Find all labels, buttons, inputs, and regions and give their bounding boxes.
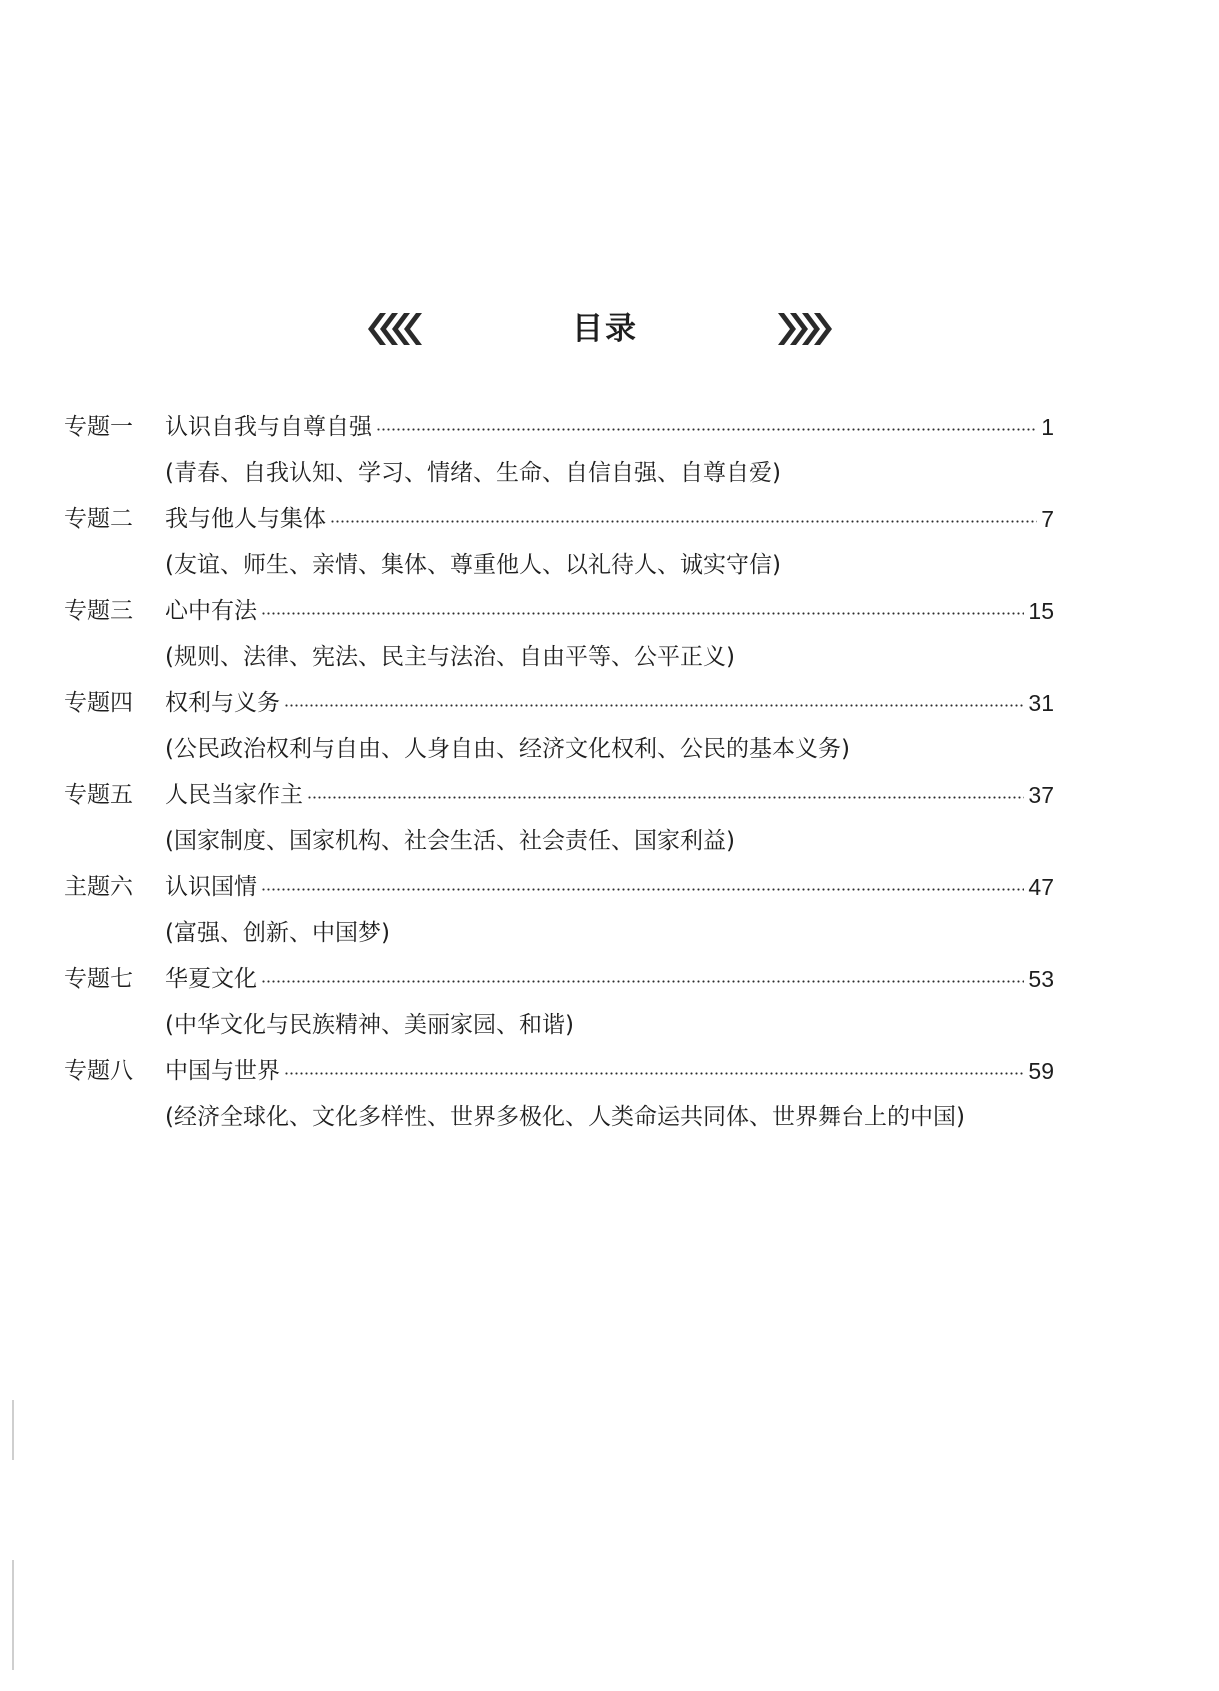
entry-subject[interactable]: 心中有法 xyxy=(165,598,257,624)
entry-subject[interactable]: 华夏文化 xyxy=(165,966,257,992)
double-chevron-right-icon xyxy=(778,309,834,349)
entry-subject[interactable]: 我与他人与集体 xyxy=(165,506,326,532)
entry-subject[interactable]: 权利与义务 xyxy=(165,690,280,716)
toc-entry[interactable] xyxy=(64,864,1054,956)
dot-leader xyxy=(284,1072,1024,1075)
entry-subject[interactable]: 中国与世界 xyxy=(165,1058,280,1084)
dot-leader xyxy=(307,796,1024,799)
entry-subject[interactable]: 认识自我与自尊自强 xyxy=(165,414,372,440)
toc-entry[interactable] xyxy=(64,496,1054,588)
entry-topics: (中华文化与民族精神、美丽家园、和谐) xyxy=(165,1012,574,1038)
dot-leader xyxy=(261,612,1024,615)
dot-leader xyxy=(376,428,1037,431)
entry-topics: (国家制度、国家机构、社会生活、社会责任、国家利益) xyxy=(165,828,735,854)
entry-label: 主题六 xyxy=(64,874,133,900)
dot-leader xyxy=(330,520,1037,523)
entry-page-number[interactable]: 1 xyxy=(1041,414,1054,440)
entry-topics: (规则、法律、宪法、民主与法治、自由平等、公平正义) xyxy=(165,644,735,670)
toc-entry[interactable] xyxy=(64,680,1054,772)
toc-entry[interactable] xyxy=(64,404,1054,496)
entry-page-number[interactable]: 31 xyxy=(1028,690,1054,716)
entry-page-number[interactable]: 15 xyxy=(1028,598,1054,624)
entry-label: 专题二 xyxy=(64,506,133,532)
entry-topics: (友谊、师生、亲情、集体、尊重他人、以礼待人、诚实守信) xyxy=(165,552,781,578)
toc-entry[interactable] xyxy=(64,1048,1054,1140)
entry-page-number[interactable]: 59 xyxy=(1028,1058,1054,1084)
entry-topics: (公民政治权利与自由、人身自由、经济文化权利、公民的基本义务) xyxy=(165,736,850,762)
entry-topics: (经济全球化、文化多样性、世界多极化、人类命运共同体、世界舞台上的中国) xyxy=(165,1104,965,1130)
page-title: 目录 xyxy=(572,311,638,347)
toc-entry[interactable] xyxy=(64,772,1054,864)
entry-page-number[interactable]: 37 xyxy=(1028,782,1054,808)
dot-leader xyxy=(284,704,1024,707)
dot-leader xyxy=(261,980,1024,983)
entry-label: 专题一 xyxy=(64,414,133,440)
toc-list xyxy=(64,404,1054,1140)
scan-edge-mark xyxy=(12,1560,14,1670)
entry-label: 专题三 xyxy=(64,598,133,624)
entry-label: 专题八 xyxy=(64,1058,133,1084)
entry-topics: (青春、自我认知、学习、情绪、生命、自信自强、自尊自爱) xyxy=(165,460,781,486)
entry-topics: (富强、创新、中国梦) xyxy=(165,920,390,946)
entry-page-number[interactable]: 53 xyxy=(1028,966,1054,992)
toc-entry[interactable] xyxy=(64,956,1054,1048)
entry-label: 专题七 xyxy=(64,966,133,992)
entry-label: 专题四 xyxy=(64,690,133,716)
dot-leader xyxy=(261,888,1024,891)
entry-label: 专题五 xyxy=(64,782,133,808)
toc-header xyxy=(360,303,840,363)
entry-page-number[interactable]: 47 xyxy=(1028,874,1054,900)
entry-subject[interactable]: 认识国情 xyxy=(165,874,257,900)
entry-page-number[interactable]: 7 xyxy=(1041,506,1054,532)
entry-subject[interactable]: 人民当家作主 xyxy=(165,782,303,808)
scan-edge-mark xyxy=(12,1400,14,1460)
toc-entry[interactable] xyxy=(64,588,1054,680)
